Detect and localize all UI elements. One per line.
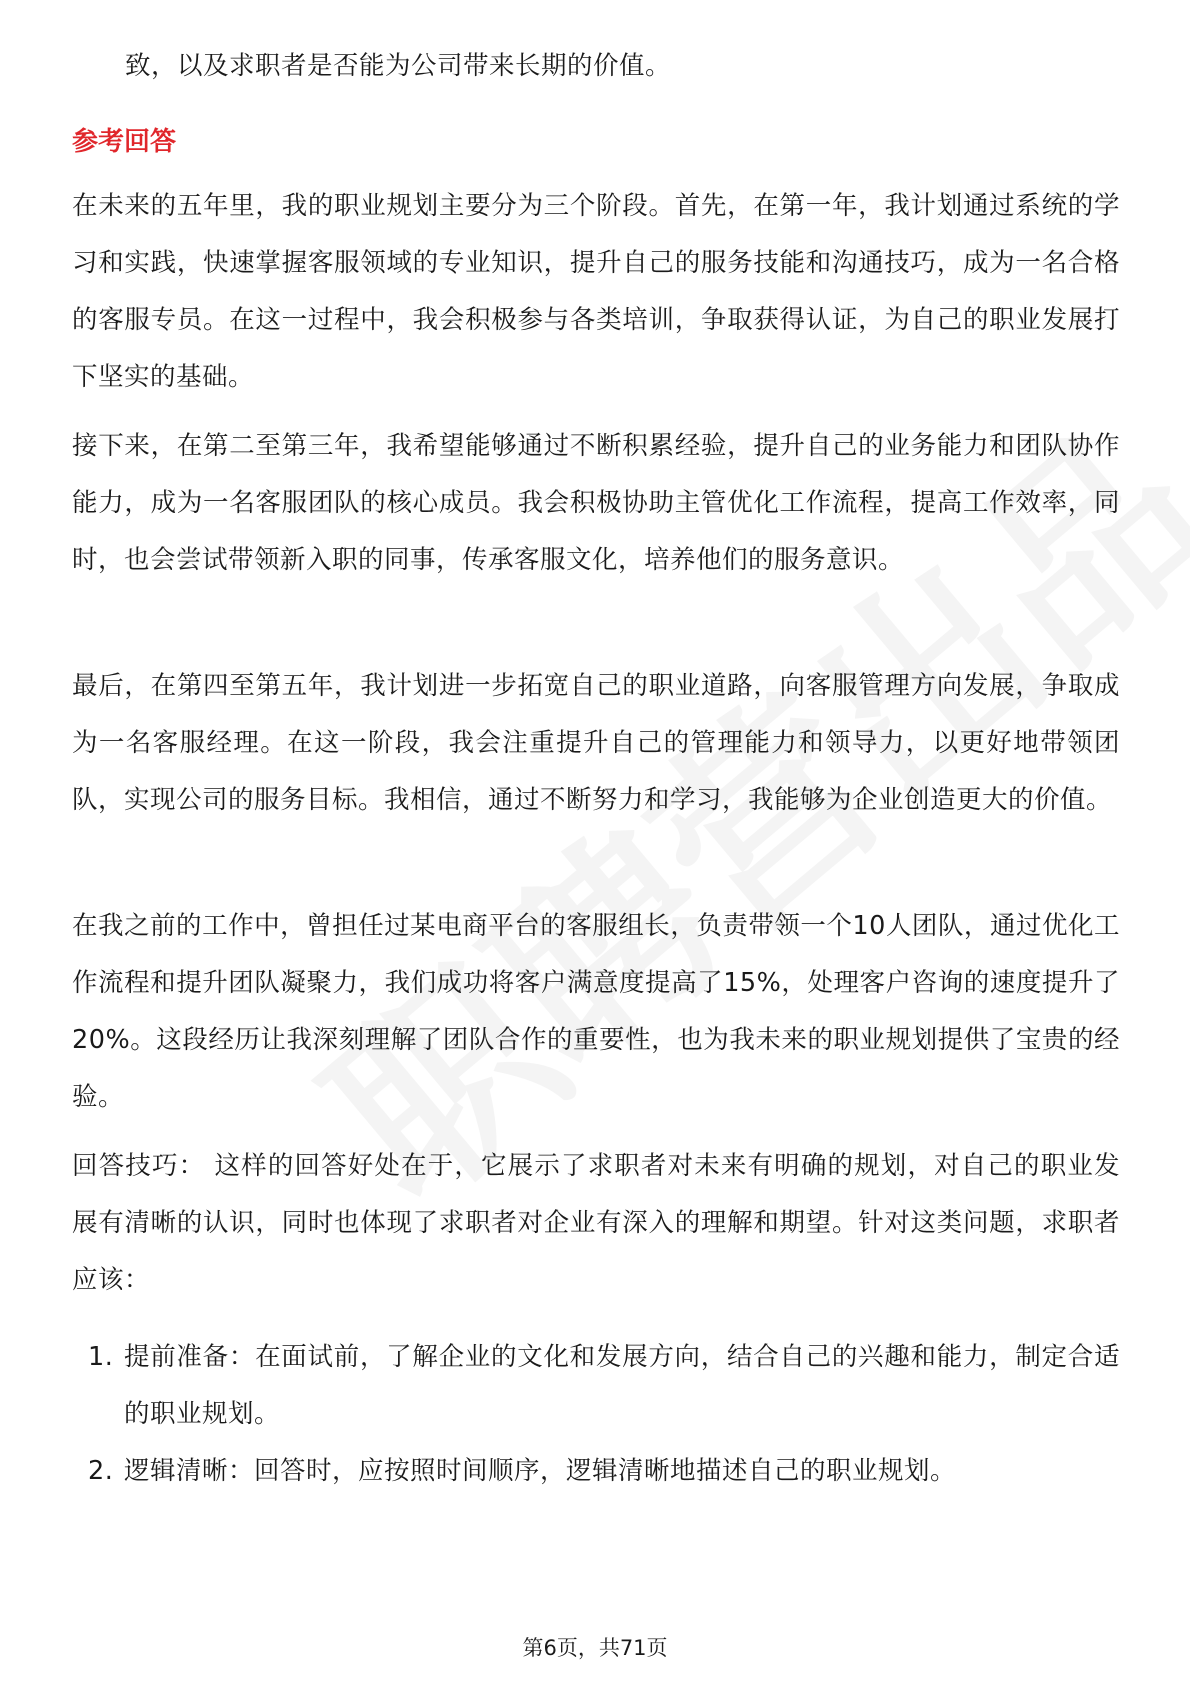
answer-paragraph-3: 最后，在第四至第五年，我计划进一步拓宽自己的职业道路，向客服管理方向发展，争取成为一名客服经理。在这一阶段，我会注重提升自己的管理能力和领导力，以更好地带领团队，实现公司的服务目标。我相信，通过不断努力和学习，我能够为企业创造更大的价值。	[72, 671, 1120, 815]
list-item-number: 2.	[88, 1456, 114, 1486]
answer-paragraph-2: 接下来，在第二至第三年，我希望能够通过不断积累经验，提升自己的业务能力和团队协作能力，成为一名客服团队的核心成员。我会积极协助主管优化工作流程，提高工作效率，同时，也会尝试带领新入职的同事，传承客服文化，培养他们的服务意识。	[72, 431, 1120, 575]
list-item	[72, 1443, 1120, 1500]
answer-paragraph-4: 在我之前的工作中，曾担任过某电商平台的客服组长，负责带领一个10人团队，通过优化工作流程和提升团队凝聚力，我们成功将客户满意度提高了15%，处理客户咨询的速度提升了20%。这段经历让我深刻理解了团队合作的重要性，也为我未来的职业规划提供了宝贵的经验。	[72, 911, 1120, 1112]
list-item-number: 1.	[88, 1342, 114, 1372]
tips-paragraph: 回答技巧： 这样的回答好处在于，它展示了求职者对未来有明确的规划，对自己的职业发展有清晰的认识，同时也体现了求职者对企业有深入的理解和期望。针对这类问题，求职者应该：	[72, 1151, 1120, 1295]
list-item-text: 逻辑清晰：回答时，应按照时间顺序，逻辑清晰地描述自己的职业规划。	[124, 1456, 957, 1486]
list-item	[72, 1329, 1120, 1443]
page-footer: 第6页，共71页	[522, 1636, 668, 1660]
section-title: 参考回答	[72, 127, 177, 157]
answer-paragraph-1: 在未来的五年里，我的职业规划主要分为三个阶段。首先，在第一年，我计划通过系统的学习和实践，快速掌握客服领域的专业知识，提升自己的服务技能和沟通技巧，成为一名合格的客服专员。在这一过程中，我会积极参与各类培训，争取获得认证，为自己的职业发展打下坚实的基础。	[72, 191, 1120, 392]
continuation-text: 致，以及求职者是否能为公司带来长期的价值。	[125, 51, 672, 81]
list-item-text: 提前准备：在面试前，了解企业的文化和发展方向，结合自己的兴趣和能力，制定合适的职业规划。	[124, 1342, 1120, 1429]
